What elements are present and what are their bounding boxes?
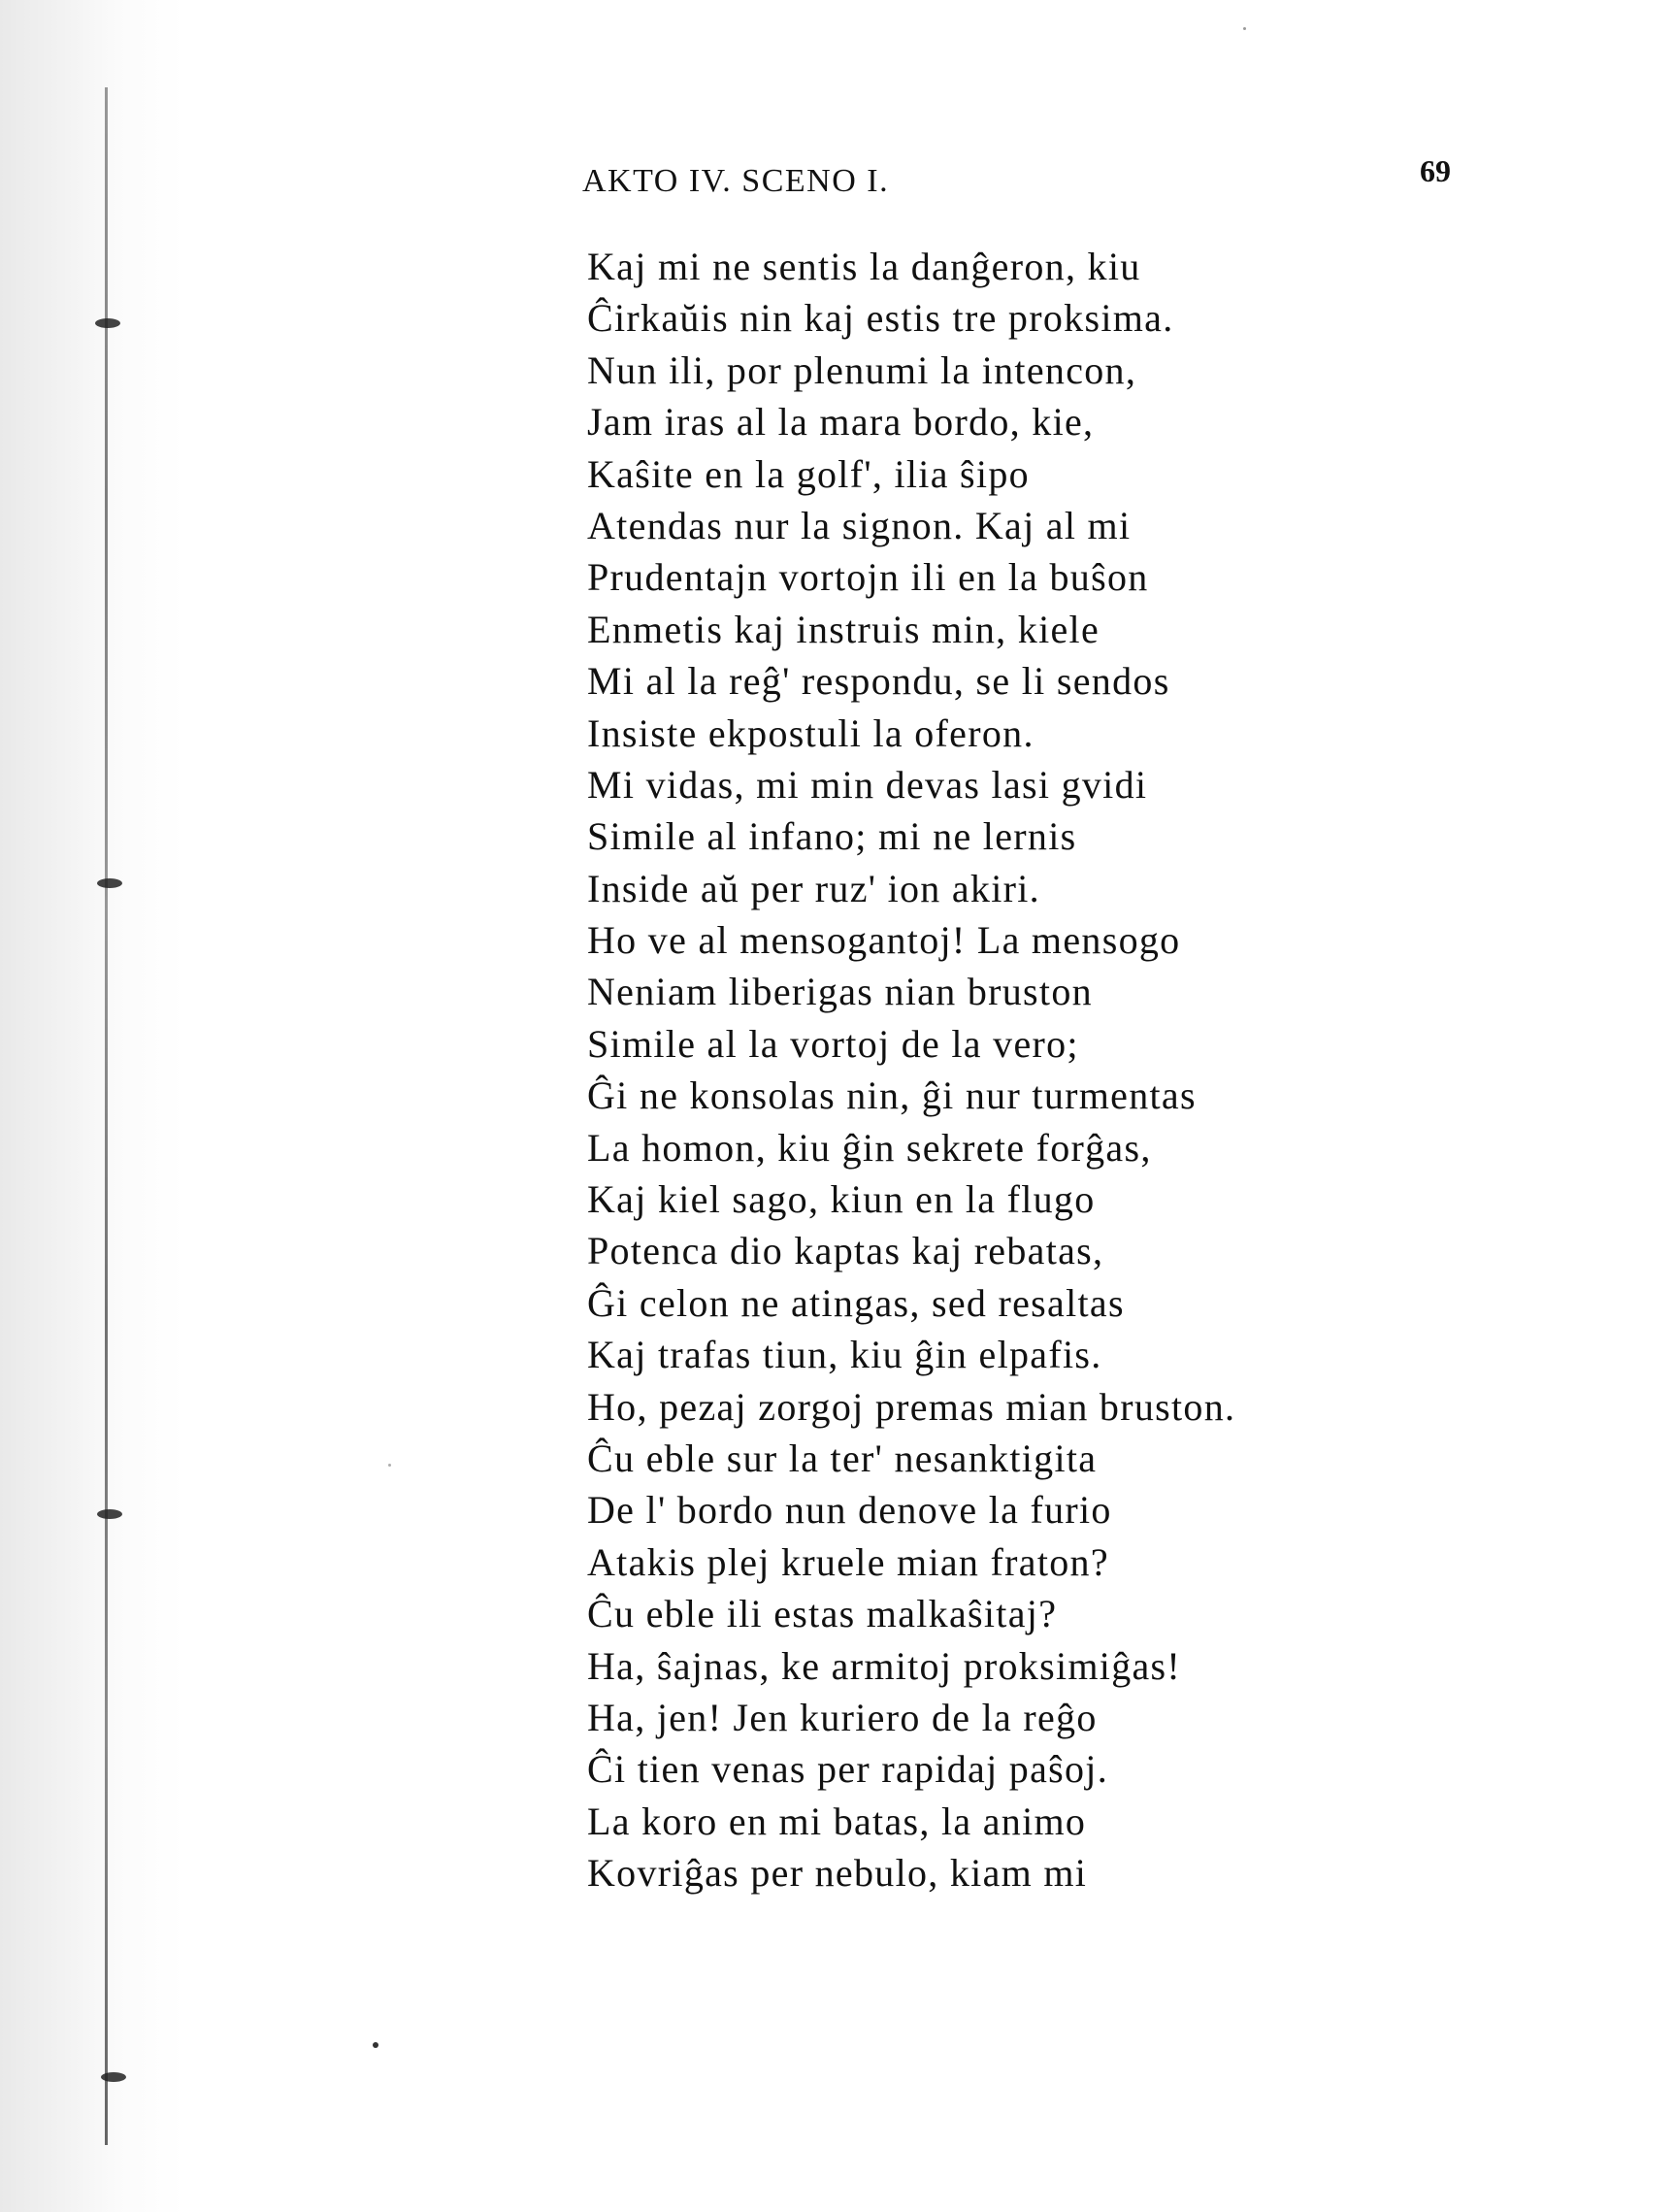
verse-block — [587, 241, 1558, 1899]
verse-line: Inside aŭ per ruz' ion akiri. — [587, 866, 1040, 910]
book-gutter-shadow — [0, 0, 184, 2212]
verse-line: Enmetis kaj instruis min, kiele — [587, 607, 1100, 651]
verse-line: Potenca dio kaptas kaj rebatas, — [587, 1229, 1104, 1273]
verse-line: Prudentajn vortojn ili en la buŝon — [587, 555, 1149, 600]
verse-line: Kaj trafas tiun, kiu ĝin elpafis. — [587, 1333, 1102, 1377]
verse-line: Kaj kiel sago, kiun en la flugo — [587, 1177, 1096, 1222]
paper-speck — [388, 1464, 391, 1467]
verse-line: Ĝi celon ne atingas, sed resaltas — [587, 1280, 1125, 1325]
verse-line: Nun ili, por plenumi la intencon, — [587, 347, 1137, 392]
binding-stitch — [101, 2072, 126, 2082]
verse-line: Insiste ekpostuli la oferon. — [587, 710, 1035, 755]
verse-line: Atakis plej kruele mian fraton? — [587, 1539, 1109, 1584]
verse-line: Mi al la reĝ' respondu, se li sendos — [587, 659, 1170, 704]
paper-speck — [373, 2042, 378, 2048]
verse-line: Ĉirkaŭis nin kaj estis tre proksima. — [587, 296, 1174, 341]
binding-spine — [105, 87, 108, 2145]
verse-line: Ĉi tien venas per rapidaj paŝoj. — [587, 1747, 1109, 1792]
binding-stitch — [95, 318, 120, 328]
verse-line: Simile al infano; mi ne lernis — [587, 814, 1077, 859]
verse-line: Ho ve al mensogantoj! La mensogo — [587, 918, 1181, 963]
binding-stitch — [97, 878, 122, 888]
verse-line: Neniam liberigas nian bruston — [587, 970, 1093, 1014]
verse-line: La homon, kiu ĝin sekrete forĝas, — [587, 1125, 1152, 1170]
paper-speck — [1243, 27, 1246, 30]
verse-line: Jam iras al la mara bordo, kie, — [587, 400, 1095, 445]
page-number: 69 — [1420, 153, 1451, 188]
verse-line: Kaŝite en la golf', ilia ŝipo — [587, 451, 1030, 496]
verse-line: Simile al la vortoj de la vero; — [587, 1021, 1079, 1066]
verse-line: Ha, ŝajnas, ke armitoj proksimiĝas! — [587, 1643, 1182, 1688]
verse-line: Mi vidas, mi min devas lasi gvidi — [587, 762, 1148, 807]
verse-line: Kovriĝas per nebulo, kiam mi — [587, 1851, 1088, 1896]
verse-line: De l' bordo nun denove la furio — [587, 1488, 1112, 1533]
verse-line: Ho, pezaj zorgoj premas mian bruston. — [587, 1384, 1236, 1429]
verse-line: Atendas nur la signon. Kaj al mi — [587, 503, 1132, 547]
running-head: AKTO IV. SCENO I. — [582, 163, 890, 199]
verse-line: La koro en mi batas, la animo — [587, 1799, 1087, 1843]
verse-line: Ha, jen! Jen kuriero de la reĝo — [587, 1695, 1098, 1739]
verse-line: Ĝi ne konsolas nin, ĝi nur turmentas — [587, 1073, 1197, 1118]
binding-stitch — [97, 1509, 122, 1519]
verse-line: Kaj mi ne sentis la danĝeron, kiu — [587, 245, 1141, 288]
verse-line: Ĉu eble sur la ter' nesanktigita — [587, 1436, 1098, 1480]
verse-line: Ĉu eble ili estas malkaŝitaj? — [587, 1592, 1058, 1636]
